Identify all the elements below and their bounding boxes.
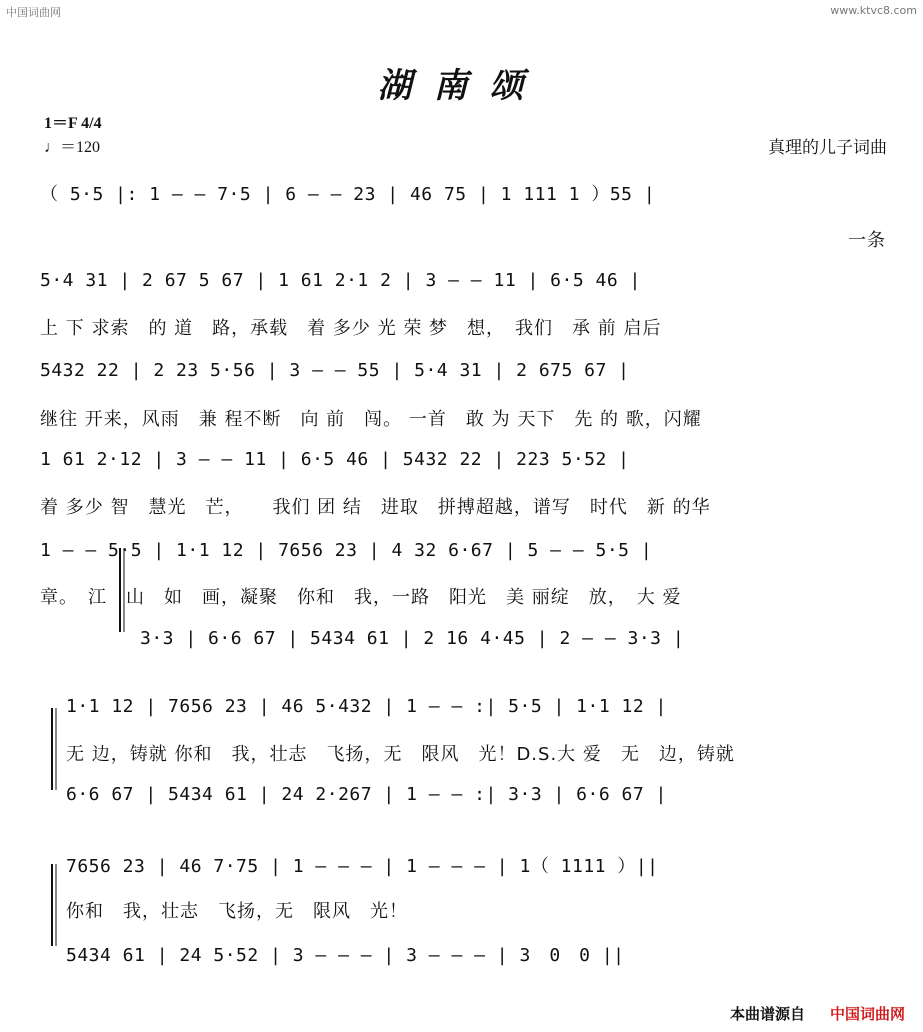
song-title: 湖南颂 <box>377 66 546 106</box>
lyrics-line: 一条 <box>848 230 886 251</box>
lyrics-line: 无 边，铸就 你和 我，壮志 飞扬，无 限风 光！D.S.大 爱 无 边，铸就 <box>66 744 735 765</box>
notation-line: （ 5·5 |: 1 — — 7·5 | 6 — — 23 | 46 75 | 1 111 1 ）55 | <box>40 184 656 205</box>
watermark-left: 中国词曲网 <box>6 6 61 19</box>
lyrics-line: 着 多少 智 慧光 芒， 我们 团 结 进取 拼搏超越，谱写 时代 新 的华 <box>40 497 711 518</box>
footer-site-link[interactable]: 中国词曲网 <box>829 1005 905 1023</box>
notation-line: 5·4 31 | 2 67 5 67 | 1 61 2·1 2 | 3 — — 11 | 6·5 46 | <box>40 270 641 291</box>
notation-line: 5432 22 | 2 23 5·56 | 3 — — 55 | 5·4 31 | 2 675 67 | <box>40 360 630 381</box>
footer-source-label: 本曲谱源自 <box>729 1005 805 1023</box>
lyrics-line: 继往 开来，风雨 兼 程不断 向 前 闯。 一首 敢 为 天下 先 的 歌，闪耀 <box>40 409 702 430</box>
credits: 真理的儿子词曲 <box>768 138 887 158</box>
harmony-line: 5434 61 | 24 5·52 | 3 — — — | 3 — — — | 3 0 0 || <box>66 945 625 966</box>
notation-line: 1·1 12 | 7656 23 | 46 5·432 | 1 — — :| 5·5 | 1·1 12 | <box>66 696 667 717</box>
lyrics-line: 上 下 求索 的 道 路，承载 着 多少 光 荣 梦 想， 我们 承 前 启后 <box>40 318 662 339</box>
notation-line: 7656 23 | 46 7·75 | 1 — — — | 1 — — — | 1（ 1111 ）|| <box>66 856 659 877</box>
lyrics-line: 章。 江 山 如 画，凝聚 你和 我，一路 阳光 美 丽绽 放， 大 爱 <box>40 587 682 608</box>
watermark-right: www.ktvc8.com <box>830 4 917 17</box>
notation-line: 1 — — 5·5 | 1·1 12 | 7656 23 | 4 32 6·67 | 5 — — 5·5 | <box>40 540 653 561</box>
notation-line: 1 61 2·12 | 3 — — 11 | 6·5 46 | 5432 22 | 223 5·52 | <box>40 449 630 470</box>
harmony-line: 6·6 67 | 5434 61 | 24 2·267 | 1 — — :| 3·3 | 6·6 67 | <box>66 784 667 805</box>
harmony-line: 3·3 | 6·6 67 | 5434 61 | 2 16 4·45 | 2 — — 3·3 | <box>140 628 685 649</box>
tempo-marking: ♩＝120 <box>44 139 101 156</box>
lyrics-line: 你和 我，壮志 飞扬，无 限风 光！ <box>66 901 408 922</box>
key-signature: 1＝F 4/4 <box>44 115 102 132</box>
